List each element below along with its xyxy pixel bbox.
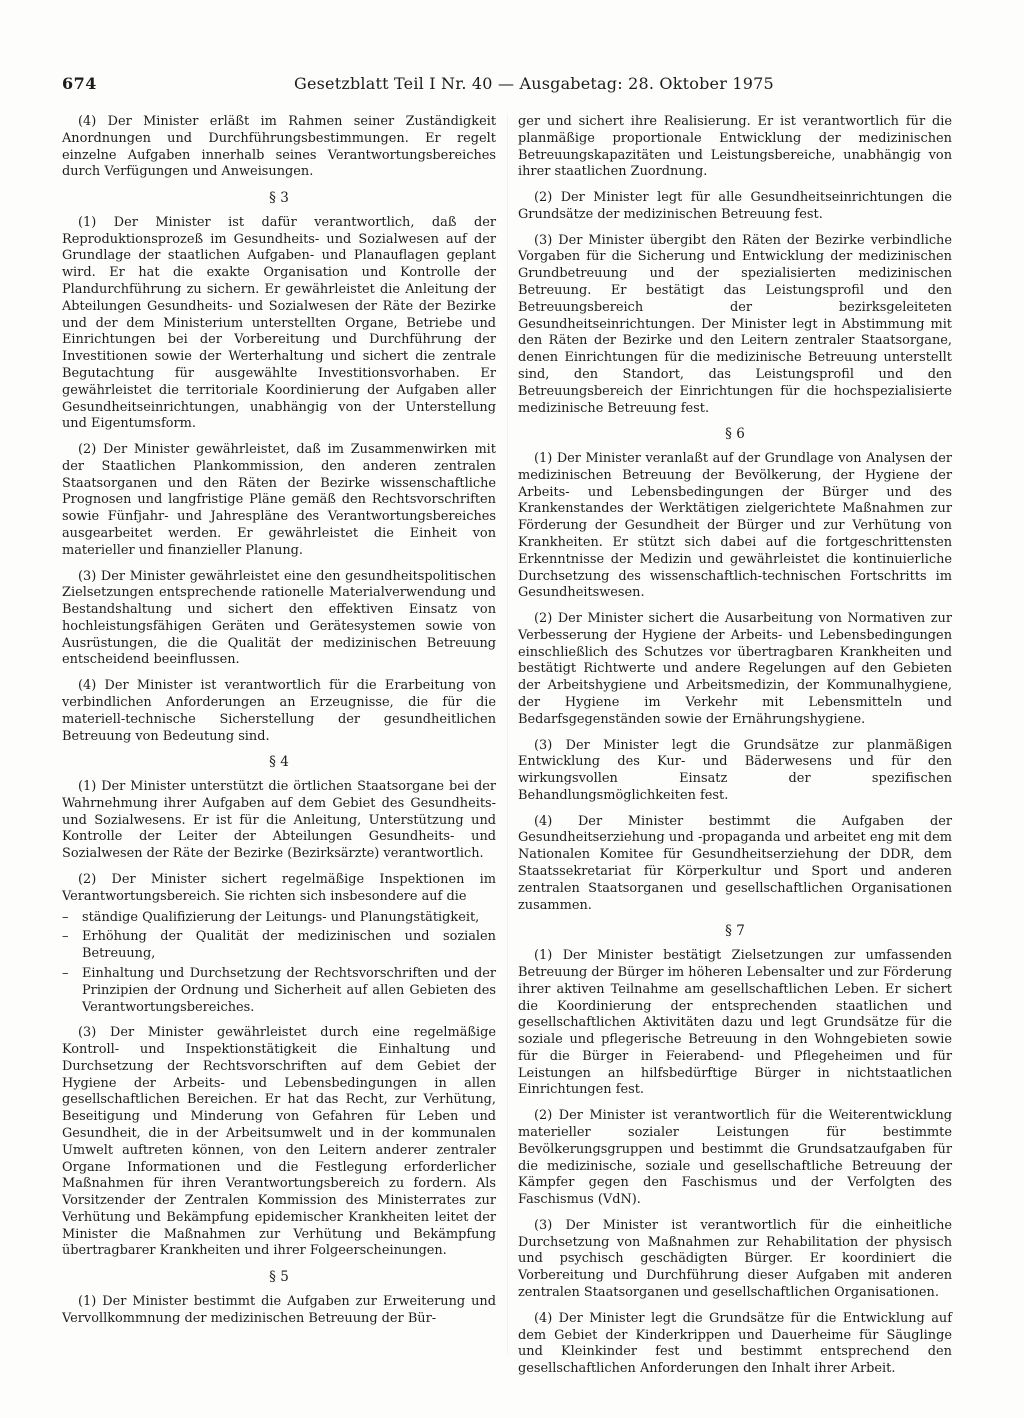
paragraph-7-1: (1) Der Minister bestätigt Zielsetzungen zur umfassenden Betreuung der Bürger im höheren Lebensalter und zur Förderung ihrer aktiven Teilnahme am gesellschaftlichen Leben. Er sichert die Koordinierung der entsprechenden staatlichen und gesellschaftlichen Aktivitäten dazu und legt Grundsätze für die soziale und pflegerische Betreuung in den Wohngebieten sowie für die Bürger in Feierabend- und Pflegeheimen und für Leistungen an hilfsbedürftige Bürger in nichtstaatlichen Einrichtungen fest.	[518, 948, 952, 1098]
paragraph-5-1-continued: ger und sichert ihre Realisierung. Er ist verantwortlich für die planmäßige proportionale Entwicklung der medizinischen Betreuungskapazitäten und Leistungsbereiche, unabhängig von ihrer staatlichen Zuordnung.	[518, 114, 952, 180]
right-column	[518, 114, 952, 1387]
paragraph-3-1: (1) Der Minister ist dafür verantwortlich, daß der Reproduktionsprozeß im Gesundheits- und Sozialwesen auf der Grundlage der staatlichen Aufgaben- und Planauflagen geplant wird. Er hat die exakte Organisation und Kontrolle der Plandurchführung zu sichern. Er gewährleistet die Anleitung der Abteilungen Gesundheits- und Sozialwesen der Räte der Bezirke und der dem Ministerium unterstellten Organe, Betriebe und Einrichtungen bei der Vorbereitung und Durchführung der Investitionen sowie der Werterhaltung und sichert die zentrale Begutachtung für ausgewählte Investitionsvorhaben. Er gewährleistet die territoriale Koordinierung der Aufgaben aller Gesundheitseinrichtungen, unabhängig von der Unterstellung und Eigentumsform.	[62, 214, 496, 432]
list-item-text: ständige Qualifizierung der Leitungs- und Planungstätigkeit,	[82, 909, 480, 925]
running-head: Gesetzblatt Teil I Nr. 40 — Ausgabetag: 28. Oktober 1975	[294, 74, 774, 93]
paragraph-3-4: (4) Der Minister ist verantwortlich für die Erarbeitung von verbindlichen Anforderungen an Erzeugnisse, die für die materiell-technische Sicherstellung der gesundheitlichen Betreuung von Bedeutung sind.	[62, 678, 496, 744]
list-item-text: Einhaltung und Durchsetzung der Rechtsvorschriften und der Prinzipien der Ordnung und Sicherheit auf allen Gebieten des Verantwortungsbereiches.	[82, 965, 496, 1015]
inspection-list	[62, 910, 496, 1017]
section-heading-4: § 4	[269, 754, 289, 771]
list-dash: –	[62, 909, 69, 925]
paragraph-3-3: (3) Der Minister gewährleistet eine den gesundheitspolitischen Zielsetzungen entsprechende rationelle Materialverwendung und Bestandshaltung und sichert den effektiven Einsatz von hochleistungsfähigen Geräten und Gerätesystemen sowie von Ausrüstungen, die die Qualität der medizinischen Betreuung entscheidend beeinflussen.	[62, 568, 496, 668]
paragraph-6-3: (3) Der Minister legt die Grundsätze zur planmäßigen Entwicklung des Kur- und Bäderwesens und für den wirkungsvollen Einsatz der spezifischen Behandlungsmöglichkeiten fest.	[518, 737, 952, 803]
paragraph-4-3: (3) Der Minister gewährleistet durch eine regelmäßige Kontroll- und Inspektionstätigkeit die Einhaltung und Durchsetzung der Rechtsvorschriften auf dem Gebiet der Hygiene der Arbeits- und Lebensbedingungen in allen gesellschaftlichen Bereichen. Er hat das Recht, zur Verhütung, Beseitigung und Minderung von Gefahren für Leben und Gesundheit, die in der Arbeitsumwelt und in der kommunalen Umwelt auftreten können, von den Leitern anderer zentraler Organe Informationen und die Festlegung erforderlicher Maßnahmen für ihren Verantwortungsbereich zu fordern. Als Vorsitzender der Zentralen Kommission des Ministerrates zur Verhütung und Bekämpfung epidemischer Krankheiten leitet der Minister die Maßnahmen zur Verhütung und Bekämpfung übertragbarer Krankheiten und ihrer Folgeerscheinungen.	[62, 1025, 496, 1259]
page-header	[62, 74, 962, 98]
paragraph-2-4: (4) Der Minister erläßt im Rahmen seiner Zuständigkeit Anordnungen und Durchführungsbestimmungen. Er regelt einzelne Aufgaben innerhalb seines Verantwortungsbereiches durch Verfügungen und Anweisungen.	[62, 114, 496, 180]
paragraph-4-2: (2) Der Minister sichert regelmäßige Inspektionen im Verantwortungsbereich. Sie richten sich insbesondere auf die	[62, 872, 496, 904]
paragraph-6-2: (2) Der Minister sichert die Ausarbeitung von Normativen zur Verbesserung der Hygiene der Arbeits- und Lebensbedingungen einschließlich des Schutzes vor übertragbaren Krankheiten und bestätigt Richtwerte und andere Regelungen auf den Gebieten der Arbeitshygiene und Arbeitsmedizin, der Kommunalhygiene, der Hygiene im Verkehr mit Lebensmitteln und Bedarfsgegenständen sowie der Ernährungshygiene.	[518, 611, 952, 727]
section-heading-5: § 5	[269, 1269, 289, 1286]
left-column	[62, 114, 496, 1337]
section-heading-3: § 3	[269, 190, 289, 207]
section-heading-7: § 7	[725, 923, 745, 940]
paragraph-5-1-start: (1) Der Minister bestimmt die Aufgaben zur Erweiterung und Vervollkommnung der medizinischen Betreuung der Bür-	[62, 1294, 496, 1326]
paragraph-6-4: (4) Der Minister bestimmt die Aufgaben der Gesundheitserziehung und -propaganda und arbeitet eng mit dem Nationalen Komitee für Gesundheitserziehung der DDR, dem Staatssekretariat für Körperkultur und Sport und anderen zentralen Staatsorganen und gesellschaftlichen Organisationen zusammen.	[518, 813, 952, 913]
paragraph-5-2: (2) Der Minister legt für alle Gesundheitseinrichtungen die Grundsätze der medizinischen Betreuung fest.	[518, 190, 952, 222]
paragraph-7-2: (2) Der Minister ist verantwortlich für die Weiterentwicklung materieller sozialer Leistungen für bestimmte Bevölkerungsgruppen und bestimmt die Grundsatzaufgaben für die medizinische, soziale und gesellschaftliche Betreuung der Kämpfer gegen den Faschismus und der Verfolgten des Faschismus (VdN).	[518, 1108, 952, 1208]
paragraph-7-3: (3) Der Minister ist verantwortlich für die einheitliche Durchsetzung von Maßnahmen zur Rehabilitation der physisch und psychisch geschädigten Bürger. Er koordiniert die Vorbereitung und Durchführung dieser Aufgaben mit anderen zentralen Staatsorganen und gesellschaftlichen Organisationen.	[518, 1217, 952, 1300]
list-item	[62, 929, 496, 963]
paragraph-7-4: (4) Der Minister legt die Grundsätze für die Entwicklung auf dem Gebiet der Kinderkrippen und Dauerheime für Säuglinge und Kleinkinder fest und bestimmt entsprechend den gesellschaftlichen Anforderungen den Inhalt ihrer Arbeit.	[518, 1310, 952, 1377]
list-item-text: Erhöhung der Qualität der medizinischen und sozialen Betreuung,	[82, 929, 496, 962]
paragraph-5-3: (3) Der Minister übergibt den Räten der Bezirke verbindliche Vorgaben für die Sicherung und Entwicklung der medizinischen Grundbetreuung und der spezialisierten medizinischen Betreuung. Er bestätigt das Leistungsprofil und den Betreuungsbereich der bezirksgeleiteten Gesundheitseinrichtungen. Der Minister legt in Abstimmung mit den Räten der Bezirke und den Leitern zentraler Staatsorgane, denen Einrichtungen für die medizinische Betreuung unterstellt sind, den Standort, das Leistungsprofil und den Betreuungsbereich der Einrichtungen für die hochspezialisierte medizinische Betreuung fest.	[518, 232, 952, 416]
section-heading-6: § 6	[725, 426, 745, 443]
column-divider	[507, 114, 508, 1354]
paragraph-4-1: (1) Der Minister unterstützt die örtlichen Staatsorgane bei der Wahrnehmung ihrer Aufgaben auf dem Gebiet des Gesundheits- und Sozialwesens. Er ist für die Anleitung, Unterstützung und Kontrolle der Leiter der Abteilungen Gesundheits- und Sozialwesen der Räte der Bezirke (Bezirksärzte) verantwortlich.	[62, 779, 496, 862]
page-number: 674	[62, 74, 97, 93]
paragraph-6-1: (1) Der Minister veranlaßt auf der Grundlage von Analysen der medizinischen Betreuung der Bevölkerung, der Hygiene der Arbeits- und Lebensbedingungen der Bürger und des Krankenstandes der Werktätigen zielgerichtete Maßnahmen zur Förderung der Gesundheit der Bürger und zur Verhütung von Krankheiten. Er stützt sich dabei auf die fortgeschrittensten Erkenntnisse der Medizin und gewährleistet die kontinuierliche Durchsetzung des wissenschaftlich-technischen Fortschritts im Gesundheitswesen.	[518, 451, 952, 601]
list-item	[62, 966, 496, 1016]
paragraph-3-2: (2) Der Minister gewährleistet, daß im Zusammenwirken mit der Staatlichen Plankommission, den anderen zentralen Staatsorganen und den Räten der Bezirke wissenschaftliche Prognosen und langfristige Pläne gemäß den Rechtsvorschriften sowie Fünfjahr- und Jahrespläne des Verantwortungsbereiches ausgearbeitet werden. Er gewährleistet die Einheit von materieller und finanzieller Planung.	[62, 442, 496, 558]
list-item	[62, 910, 496, 927]
list-dash: –	[62, 929, 69, 945]
list-dash: –	[62, 965, 69, 981]
